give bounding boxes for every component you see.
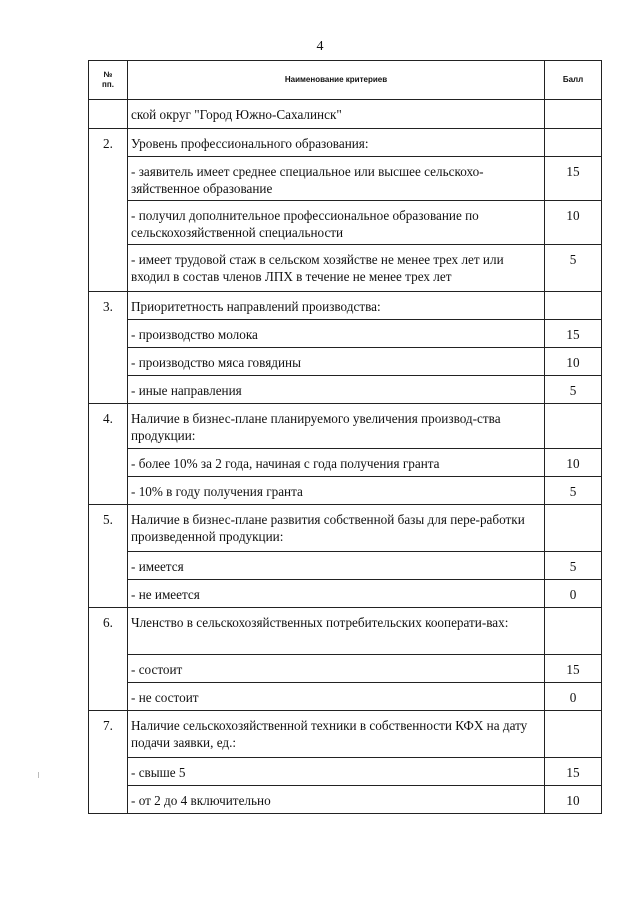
item-score: 15 bbox=[545, 320, 602, 348]
section-score-cell bbox=[545, 711, 602, 758]
scan-artifact-mark bbox=[38, 772, 39, 778]
item-score: 10 bbox=[545, 201, 602, 245]
section-number: 2. bbox=[89, 129, 128, 292]
section-number: 3. bbox=[89, 292, 128, 404]
item-text: - производство молока bbox=[128, 320, 545, 348]
item-score: 15 bbox=[545, 157, 602, 201]
criteria-table bbox=[88, 60, 602, 814]
section-number: 5. bbox=[89, 505, 128, 608]
item-row bbox=[89, 655, 602, 683]
section-number: 6. bbox=[89, 608, 128, 711]
section-title: Уровень профессионального образования: bbox=[128, 129, 545, 157]
section-title: Членство в сельскохозяйственных потребительских кооперати-вах: bbox=[128, 608, 545, 655]
item-text: - заявитель имеет среднее специальное или высшее сельскохо-зяйственное образование bbox=[128, 157, 545, 201]
table-header-row bbox=[89, 61, 602, 100]
item-score: 5 bbox=[545, 376, 602, 404]
item-text: - имеется bbox=[128, 552, 545, 580]
item-text: - не состоит bbox=[128, 683, 545, 711]
item-row bbox=[89, 201, 602, 245]
row-number-cell bbox=[89, 100, 128, 129]
item-score: 15 bbox=[545, 758, 602, 786]
item-text: - имеет трудовой стаж в сельском хозяйстве не менее трех лет или входил в состав членов ЛПХ в течение не менее трех лет bbox=[128, 245, 545, 292]
section-title: Приоритетность направлений производства: bbox=[128, 292, 545, 320]
section-title: Наличие в бизнес-плане развития собственной базы для пере-работки произведенной продукции: bbox=[128, 505, 545, 552]
item-row bbox=[89, 477, 602, 505]
header-number-sign: № bbox=[103, 70, 113, 80]
table-row bbox=[89, 100, 602, 129]
item-row bbox=[89, 786, 602, 814]
item-row bbox=[89, 245, 602, 292]
page-number: 4 bbox=[316, 39, 324, 54]
item-text: - более 10% за 2 года, начиная с года получения гранта bbox=[128, 449, 545, 477]
header-number bbox=[89, 61, 128, 100]
item-text: - от 2 до 4 включительно bbox=[128, 786, 545, 814]
item-row bbox=[89, 157, 602, 201]
item-score: 0 bbox=[545, 580, 602, 608]
section-row bbox=[89, 608, 602, 655]
item-text: - иные направления bbox=[128, 376, 545, 404]
item-text: - свыше 5 bbox=[128, 758, 545, 786]
section-score-cell bbox=[545, 505, 602, 552]
section-row bbox=[89, 505, 602, 552]
item-row bbox=[89, 449, 602, 477]
section-score-cell bbox=[545, 129, 602, 157]
item-score: 15 bbox=[545, 655, 602, 683]
item-row bbox=[89, 348, 602, 376]
item-row bbox=[89, 683, 602, 711]
item-text: - производство мяса говядины bbox=[128, 348, 545, 376]
row-score-cell bbox=[545, 100, 602, 129]
section-title: Наличие сельскохозяйственной техники в собственности КФХ на дату подачи заявки, ед.: bbox=[128, 711, 545, 758]
header-score: Балл bbox=[545, 61, 602, 100]
header-criteria-name: Наименование критериев bbox=[128, 61, 545, 100]
item-row bbox=[89, 320, 602, 348]
section-title: Наличие в бизнес-плане планируемого увеличения производ-ства продукции: bbox=[128, 404, 545, 449]
item-text: - состоит bbox=[128, 655, 545, 683]
section-score-cell bbox=[545, 608, 602, 655]
item-score: 10 bbox=[545, 786, 602, 814]
item-score: 5 bbox=[545, 477, 602, 505]
item-row bbox=[89, 580, 602, 608]
item-text: - не имеется bbox=[128, 580, 545, 608]
section-number: 7. bbox=[89, 711, 128, 814]
item-row bbox=[89, 376, 602, 404]
section-row bbox=[89, 711, 602, 758]
section-score-cell bbox=[545, 404, 602, 449]
item-score: 5 bbox=[545, 245, 602, 292]
section-row bbox=[89, 129, 602, 157]
item-score: 10 bbox=[545, 449, 602, 477]
section-number: 4. bbox=[89, 404, 128, 505]
item-score: 10 bbox=[545, 348, 602, 376]
section-row bbox=[89, 292, 602, 320]
section-score-cell bbox=[545, 292, 602, 320]
item-score: 0 bbox=[545, 683, 602, 711]
item-score: 5 bbox=[545, 552, 602, 580]
section-row bbox=[89, 404, 602, 449]
item-row bbox=[89, 552, 602, 580]
header-number-abbrev: пп. bbox=[102, 80, 114, 89]
continuation-text: ской округ "Город Южно-Сахалинск" bbox=[128, 100, 545, 129]
item-text: - получил дополнительное профессиональное образование по сельскохозяйственной специальности bbox=[128, 201, 545, 245]
item-row bbox=[89, 758, 602, 786]
item-text: - 10% в году получения гранта bbox=[128, 477, 545, 505]
